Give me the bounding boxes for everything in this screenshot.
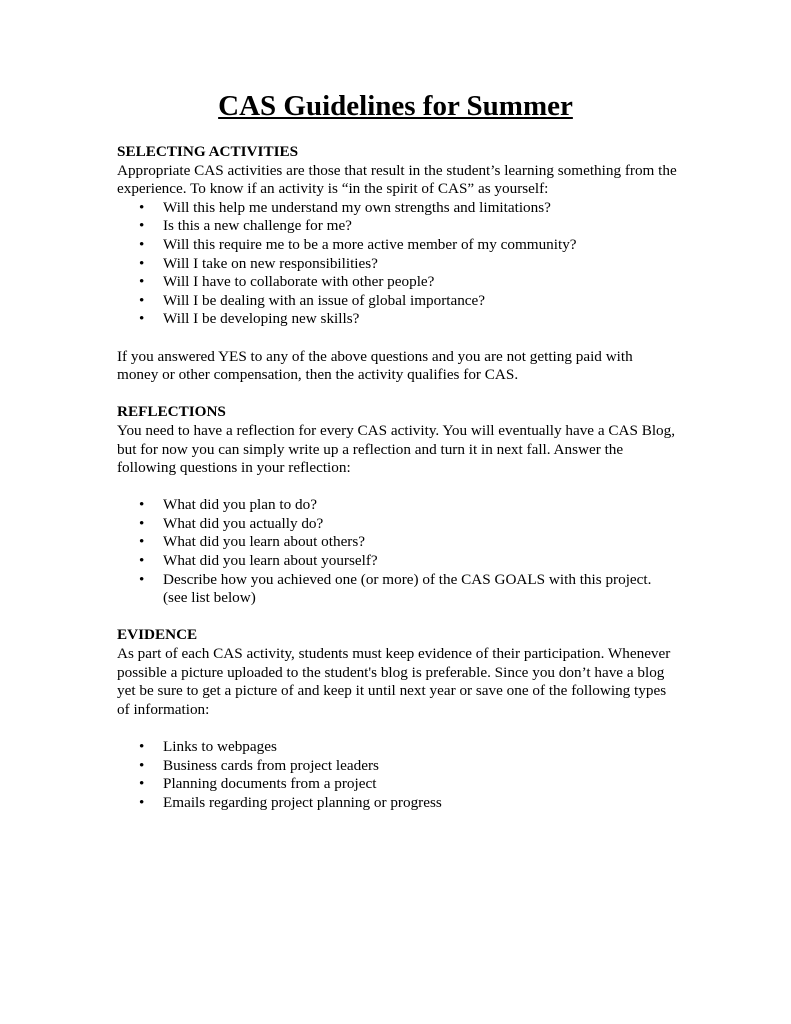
list-item [117, 310, 677, 329]
list-item-text: Will this help me understand my own strengths and limitations? [163, 198, 551, 216]
list-item-text: What did you plan to do? [163, 496, 317, 514]
bullet-icon: • [139, 217, 145, 235]
section-intro: Appropriate CAS activities are those that result in the student’s learning something from the experience. To know if an activity is “in the spirit of CAS” as yourself: [117, 161, 677, 198]
bullet-icon: • [139, 291, 145, 309]
list-item [117, 236, 677, 255]
list-item-text: Business cards from project leaders [163, 756, 379, 774]
bullet-icon: • [139, 514, 145, 532]
bullet-icon: • [139, 235, 145, 253]
list-item [117, 794, 677, 813]
list-item-text: Is this a new challenge for me? [163, 217, 352, 235]
list-item-text: Will I have to collaborate with other people? [163, 273, 435, 291]
bullet-icon: • [139, 793, 145, 811]
list-item [117, 217, 677, 236]
list-item [117, 775, 677, 794]
bullet-icon: • [139, 552, 145, 570]
bullet-icon: • [139, 570, 145, 588]
list-item [117, 515, 677, 534]
bullet-icon: • [139, 533, 145, 551]
spacer [117, 478, 677, 497]
list-item [117, 552, 677, 571]
section-heading: REFLECTIONS [117, 403, 226, 421]
question-list [117, 199, 677, 329]
list-item-text: Links to webpages [163, 738, 277, 755]
question-list [117, 496, 677, 608]
bullet-icon: • [139, 254, 145, 272]
section-heading: SELECTING ACTIVITIES [117, 143, 299, 160]
evidence-list [117, 738, 677, 812]
section-intro: You need to have a reflection for every CAS activity. You will eventually have a CAS Blog, but for now you can simply write up a reflection and turn it in next fall. Answer the following questions in your reflection: [117, 421, 676, 477]
bullet-icon: • [139, 310, 145, 328]
section-evidence [117, 626, 677, 812]
bullet-icon: • [139, 756, 145, 774]
list-item [117, 255, 677, 274]
list-item [117, 199, 677, 218]
list-item-text: Will I take on new responsibilities? [163, 254, 378, 272]
list-item-text: Will this require me to be a more active member of my community? [163, 235, 577, 253]
list-item [117, 757, 677, 776]
section-conclusion: If you answered YES to any of the above questions and you are not getting paid with money or other compensation, then the activity qualifies for CAS. [117, 347, 633, 384]
spacer [117, 719, 677, 738]
section-intro: As part of each CAS activity, students must keep evidence of their participation. Whenever possible a picture uploaded to the student's blog is preferable. Since you don’t have a blog yet be sure to get a picture of and keep it until next year or save one of the following types of information: [117, 645, 671, 718]
list-item [117, 292, 677, 311]
bullet-icon: • [139, 496, 145, 514]
spacer [117, 385, 677, 404]
bullet-icon: • [139, 775, 145, 793]
list-item [117, 273, 677, 292]
list-item-text: Describe how you achieved one (or more) of the CAS GOALS with this project. (see list below) [163, 570, 652, 607]
list-item [117, 571, 677, 608]
list-item [117, 533, 677, 552]
bullet-icon: • [139, 738, 145, 755]
document-body [117, 143, 677, 812]
section-reflections [117, 403, 677, 608]
list-item-text: What did you learn about others? [163, 533, 366, 551]
spacer [117, 329, 677, 348]
list-item [117, 496, 677, 515]
page-title: CAS Guidelines for Summer [218, 90, 573, 122]
list-item-text: Emails regarding project planning or progress [163, 793, 442, 811]
section-heading: EVIDENCE [117, 626, 198, 644]
spacer [117, 608, 677, 627]
bullet-icon: • [139, 273, 145, 291]
list-item-text: Planning documents from a project [163, 775, 377, 793]
list-item-text: Will I be dealing with an issue of global importance? [163, 291, 486, 309]
list-item [117, 738, 677, 757]
section-selecting-activities [117, 143, 677, 385]
list-item-text: What did you learn about yourself? [163, 552, 378, 570]
list-item-text: Will I be developing new skills? [163, 310, 360, 328]
bullet-icon: • [139, 198, 145, 216]
list-item-text: What did you actually do? [163, 514, 324, 532]
